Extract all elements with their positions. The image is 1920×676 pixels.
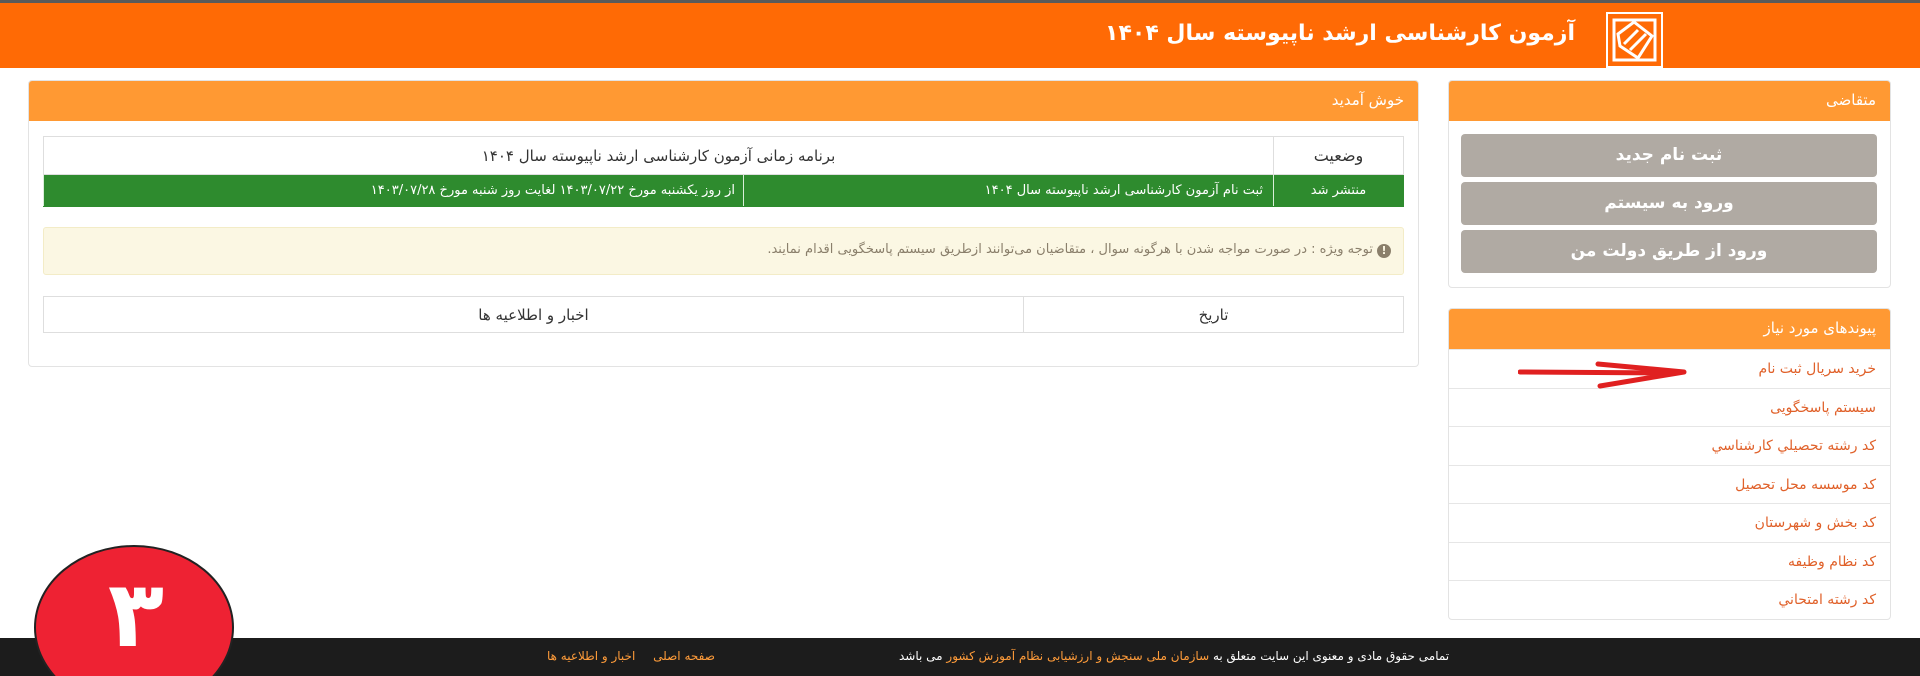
copyright-prefix: تمامی حقوق مادی و معنوی این سایت متعلق به (1212, 649, 1450, 663)
dolat-man-login-button[interactable]: ورود از طریق دولت من (1461, 230, 1877, 273)
sanjesh-logo-icon[interactable] (1606, 12, 1663, 68)
link-exam-field-code[interactable]: كد رشته امتحاني (1449, 580, 1890, 619)
site-footer (0, 638, 1920, 676)
link-response-system[interactable]: سیستم پاسخگویی (1449, 388, 1890, 427)
link-district-code[interactable]: كد بخش و شهرستان (1449, 503, 1890, 542)
link-institution-code[interactable]: كد موسسه محل تحصيل (1449, 465, 1890, 504)
link-military-service-code[interactable]: كد نظام وظيفه (1449, 542, 1890, 581)
organization-link[interactable]: سازمان ملی سنجش و ارزشیابی نظام آموزش کشور (946, 649, 1210, 663)
step-number: ۳ (107, 561, 165, 668)
news-table (43, 296, 1404, 333)
welcome-panel (28, 80, 1419, 367)
applicant-panel-title: متقاضی (1449, 81, 1890, 121)
schedule-title: برنامه زمانی آزمون کارشناسی ارشد ناپیوسته سال ۱۴۰۴ (44, 137, 1274, 175)
red-arrow-annotation (1518, 360, 1688, 390)
news-title-header: اخبار و اطلاعیه ها (44, 297, 1024, 333)
copyright-suffix: می باشد (899, 649, 943, 663)
site-title: آزمون کارشناسی ارشد ناپیوسته سال ۱۴۰۴ (1105, 21, 1575, 46)
welcome-title: خوش آمدید (29, 81, 1418, 121)
news-date-header: تاریخ (1024, 297, 1404, 333)
schedule-dates: از روز یکشنبه مورخ ۱۴۰۳/۰۷/۲۲ لغایت روز شنبه مورخ ۱۴۰۳/۰۷/۲۸ (44, 175, 744, 207)
applicant-panel (1448, 80, 1891, 288)
required-links-panel (1448, 308, 1891, 620)
link-buy-registration-serial[interactable]: خرید سریال ثبت نام (1449, 349, 1890, 388)
site-header (0, 3, 1920, 68)
link-bachelor-field-code[interactable]: كد رشته تحصيلي كارشناسي (1449, 426, 1890, 465)
special-notice (43, 227, 1404, 275)
login-button[interactable]: ورود به سیستم (1461, 182, 1877, 225)
footer-links (533, 649, 715, 663)
copyright-text (899, 649, 1449, 663)
status-column-header: وضعیت (1274, 137, 1404, 175)
schedule-description: ثبت نام آزمون کارشناسی ارشد ناپیوسته سال ۱۴۰۴ (744, 175, 1274, 207)
new-registration-button[interactable]: ثبت نام جدید (1461, 134, 1877, 177)
status-badge: منتشر شد (1274, 175, 1404, 207)
footer-home-link[interactable]: صفحه اصلی (653, 649, 715, 663)
required-links-title: پیوندهای مورد نیاز (1449, 309, 1890, 349)
step-number-badge (34, 545, 234, 676)
schedule-table (43, 136, 1404, 207)
footer-news-link[interactable]: اخبار و اطلاعیه ها (547, 649, 636, 663)
notice-text: توجه ویژه : در صورت مواجه شدن با هرگونه سوال ، متقاضیان می‌توانند ازطریق سیستم پاسخگویی اقدام نمایند. (767, 242, 1373, 257)
table-row (44, 175, 1404, 207)
exclamation-icon: ! (1377, 244, 1391, 258)
